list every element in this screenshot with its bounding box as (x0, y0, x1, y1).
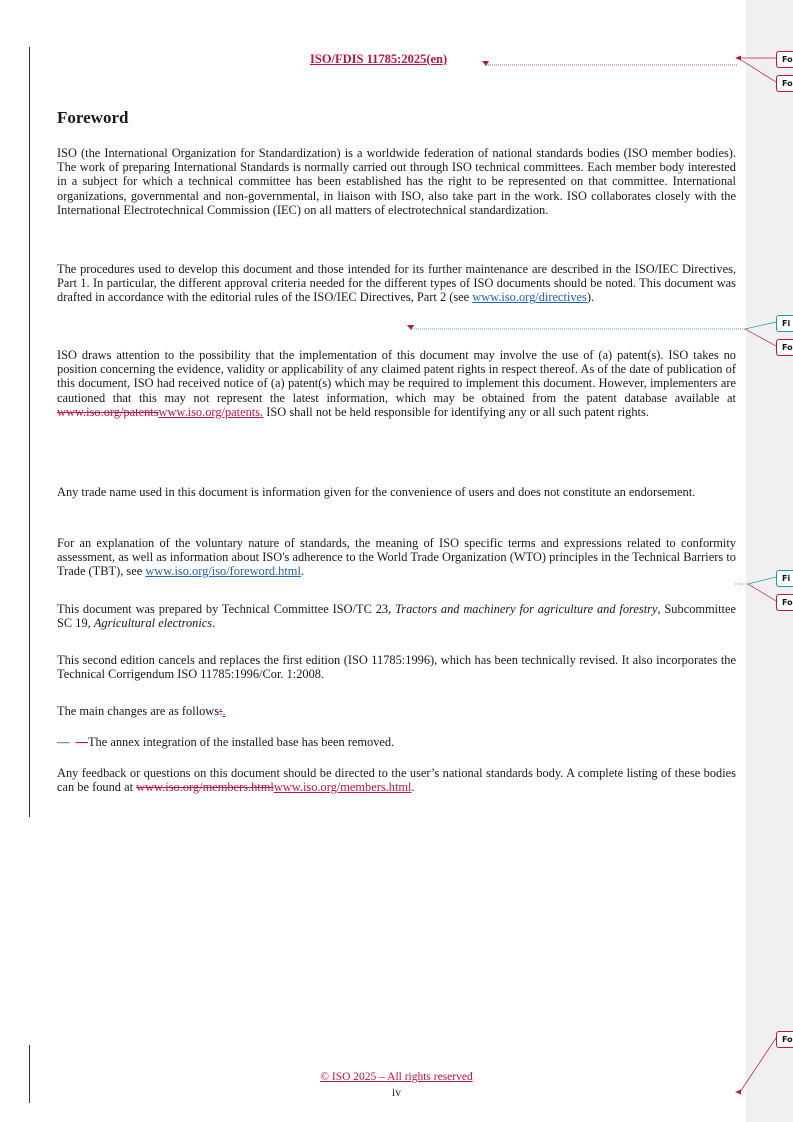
comment-balloon[interactable]: Fo (776, 594, 793, 611)
list-dash: — (57, 735, 70, 749)
section-title: Foreword (57, 108, 129, 127)
paragraph: The main changes are as follows:. (57, 704, 226, 718)
paragraph: The procedures used to develop this document and those intended for its further maintenance are described in the ISO/IEC Directives, Part 1. In particular, the different approval criteria needed for the different types of ISO documents should be noted. This document was drafted in accordance with the editorial rules of the ISO/IEC Directives, Part 2 (see www.iso.org/directives). (57, 262, 736, 305)
document-id: ISO/FDIS 11785:2025(en) (310, 52, 448, 66)
paragraph: This second edition cancels and replaces the first edition (ISO 11785:1996), which has been technically revised. It also incorporates the Technical Corrigendum ISO 11785:1996/Cor. 1:2008. (57, 653, 736, 682)
paragraph: ISO (the International Organization for Standardization) is a worldwide federation of national standards bodies (ISO member bodies). The work of preparing International Standards is normally carried out through ISO technical committees. Each member body interested in a subject for which a technical committee has been established has the right to be represented on that committee. International organizations, governmental and non-governmental, in liaison with ISO, also take part in the work. ISO collaborates closely with the International Electrotechnical Commission (IEC) on all matters of electrotechnical standardization. (57, 146, 736, 217)
paragraph: Any trade name used in this document is information given for the convenience of users and does not constitute an endorsement. (57, 485, 696, 499)
comment-balloon[interactable]: Fi (776, 315, 793, 332)
inserted-text: . (222, 704, 226, 718)
page-number: iv (392, 1087, 401, 1099)
comment-balloon[interactable]: Fo (776, 1031, 793, 1048)
deleted-text: : (219, 704, 223, 718)
patents-link[interactable]: www.iso.org/patents. (158, 404, 264, 419)
comment-balloon[interactable]: Fi (776, 570, 793, 587)
footer-copyright: © ISO 2025 – All rights reserved (320, 1071, 473, 1083)
comment-balloon[interactable]: Fo (776, 51, 793, 68)
deleted-text: www.iso.org/patents (57, 404, 159, 419)
committee-name: Tractors and machinery for agriculture and forestry (395, 602, 658, 616)
comment-balloon[interactable]: Fo (776, 339, 793, 356)
paragraph: ISO draws attention to the possibility that the implementation of this document may involve the use of (a) patent(s). ISO takes no position concerning the evidence, validity or applicability of any claimed patent rights in respect thereof. As of the date of publication of this document, ISO had received notice of (a) patent(s) which may be required to implement this document. However, implementers are cautioned that this may not represent the latest information, which may be obtained from the patent database available at www.iso.org/patentswww.iso.org/patents. ISO shall not be held responsible for identifying any or all such patent rights. (57, 348, 736, 419)
comment-balloon[interactable]: Fo (776, 75, 793, 92)
subcommittee-name: Agricultural electronics (93, 616, 213, 631)
members-link[interactable]: www.iso.org/members.html (273, 780, 412, 795)
list-item: — —The annex integration of the installed base has been removed. (57, 735, 395, 749)
paragraph: For an explanation of the voluntary nature of standards, the meaning of ISO specific terms and expressions related to conformity assessment, as well as information about ISO's adherence to the World Trade Organization (WTO) principles in the Technical Barriers to Trade (TBT), see www.iso.org/iso/foreword.html. (57, 536, 736, 579)
foreword-link[interactable]: www.iso.org/iso/foreword.html (145, 564, 301, 579)
deleted-dash: — (75, 735, 88, 749)
paragraph: Any feedback or questions on this document should be directed to the user’s national standards body. A complete listing of these bodies can be found at www.iso.org/members.htmlwww.iso.org/members.html. (57, 766, 736, 795)
directives-link[interactable]: www.iso.org/directives (472, 290, 587, 305)
paragraph: This document was prepared by Technical Committee ISO/TC 23, Tractors and machinery for agriculture and forestry, Subcommittee SC 19, Agricultural electronics. (57, 602, 736, 631)
deleted-text: www.iso.org/members.html (136, 780, 274, 795)
